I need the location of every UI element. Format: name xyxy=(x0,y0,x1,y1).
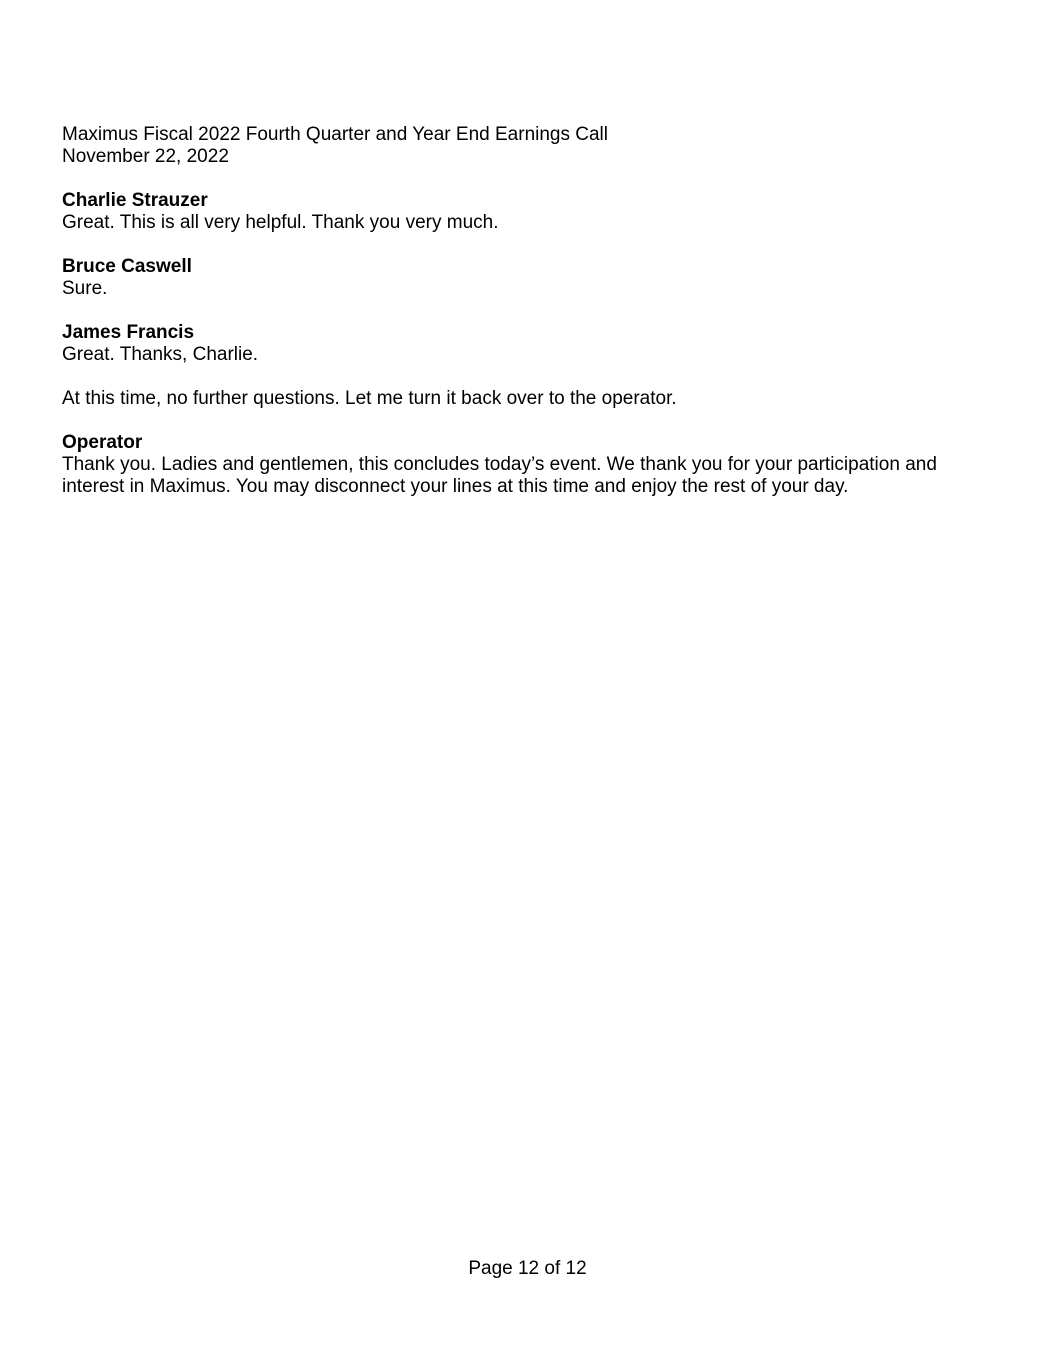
transcript-paragraph xyxy=(62,388,962,410)
document-date: November 22, 2022 xyxy=(62,146,229,167)
speaker-text: Thank you. Ladies and gentlemen, this concludes today’s event. We thank you for your participation and interest in Maximus. You may disconnect your lines at this time and enjoy the rest of your day. xyxy=(62,454,937,497)
page-number: Page 12 of 12 xyxy=(468,1258,587,1279)
document-header xyxy=(62,124,962,168)
speaker-name: James Francis xyxy=(62,322,195,343)
document-title: Maximus Fiscal 2022 Fourth Quarter and Year End Earnings Call xyxy=(62,124,608,145)
transcript-entry xyxy=(62,432,962,498)
document-page xyxy=(62,124,962,498)
speaker-name: Charlie Strauzer xyxy=(62,190,208,211)
speaker-text: Sure. xyxy=(62,278,108,299)
speaker-text: Great. Thanks, Charlie. xyxy=(62,344,259,365)
speaker-text: Great. This is all very helpful. Thank you very much. xyxy=(62,212,499,233)
transcript-entry xyxy=(62,190,962,234)
paragraph-text: At this time, no further questions. Let me turn it back over to the operator. xyxy=(62,388,677,409)
transcript-entry xyxy=(62,322,962,366)
speaker-name: Operator xyxy=(62,432,143,453)
speaker-name: Bruce Caswell xyxy=(62,256,192,277)
transcript-entry xyxy=(62,256,962,300)
